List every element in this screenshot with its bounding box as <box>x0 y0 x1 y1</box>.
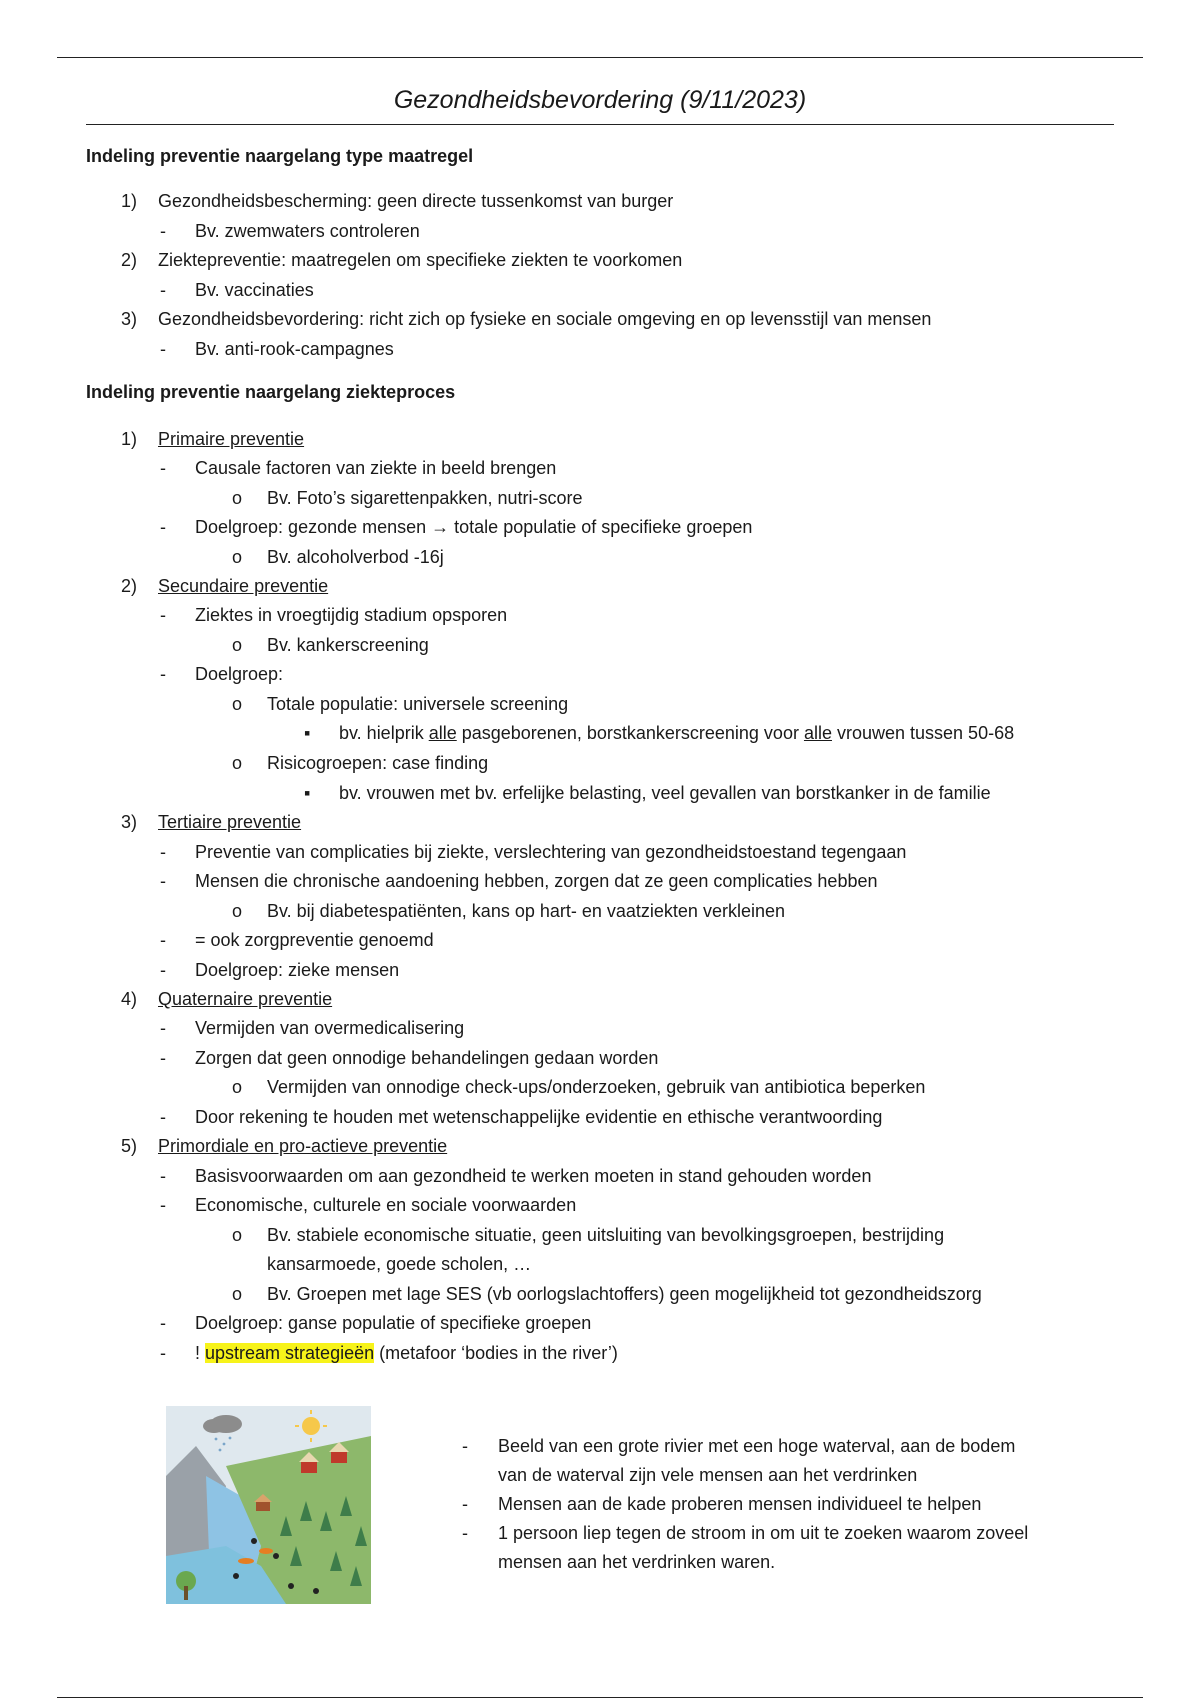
dash-marker: - <box>160 1107 166 1127</box>
list-item: Bv. stabiele economische situatie, geen uitsluiting van bevolkingsgroepen, bestrijding <box>267 1225 945 1245</box>
dash-marker: - <box>160 1166 166 1186</box>
list-item: Zorgen dat geen onnodige behandelingen gedaan worden <box>195 1048 659 1068</box>
dash-marker: - <box>160 517 166 537</box>
dash-marker: - <box>462 1523 468 1543</box>
list-item: Gezondheidsbescherming: geen directe tussenkomst van burger <box>158 191 674 211</box>
section2-heading: Indeling preventie naargelang ziekteproces <box>86 382 456 402</box>
list-item-example: Bv. vaccinaties <box>195 280 314 300</box>
circle-marker: o <box>232 1225 243 1245</box>
list-item: Doelgroep: ganse populatie of specifieke groepen <box>195 1313 592 1333</box>
dash-marker: - <box>160 1343 166 1363</box>
list-item-continuation: kansarmoede, goede scholen, … <box>267 1254 532 1274</box>
bottom-rule <box>57 1697 1143 1698</box>
list-item: = ook zorgpreventie genoemd <box>195 930 434 950</box>
list-number: 4) <box>121 989 138 1009</box>
list-number: 1) <box>121 429 138 449</box>
section1-heading: Indeling preventie naargelang type maatregel <box>86 146 474 166</box>
list-number: 5) <box>121 1136 138 1156</box>
list-item: Door rekening te houden met wetenschappelijke evidentie en ethische verantwoording <box>195 1107 883 1127</box>
list-item-example: Bv. zwemwaters controleren <box>195 221 420 241</box>
list-item: Doelgroep: gezonde mensen → totale populatie of specifieke groepen <box>195 517 753 537</box>
circle-marker: o <box>232 488 243 508</box>
circle-marker: o <box>232 1077 243 1097</box>
list-item-example: Bv. anti-rook-campagnes <box>195 339 394 359</box>
list-item: Vermijden van onnodige check-ups/onderzoeken, gebruik van antibiotica beperken <box>267 1077 926 1097</box>
list-item <box>339 722 1014 744</box>
list-item: Basisvoorwaarden om aan gezondheid te werken moeten in stand gehouden worden <box>195 1166 872 1186</box>
highlighted-text: upstream strategieën <box>205 1343 375 1363</box>
circle-marker: o <box>232 694 243 714</box>
primordial-title: Primordiale en pro-actieve preventie <box>158 1136 448 1156</box>
dash-marker: - <box>160 280 166 300</box>
title-underline <box>86 124 1114 125</box>
top-rule <box>57 57 1143 58</box>
list-item: Bv. alcoholverbod -16j <box>267 547 444 567</box>
list-number: 2) <box>121 250 138 270</box>
list-number: 2) <box>121 576 138 596</box>
dash-marker: - <box>160 458 166 478</box>
river-text: Beeld van een grote rivier met een hoge waterval, aan de bodem <box>498 1436 1016 1456</box>
list-item: Totale populatie: universele screening <box>267 694 569 714</box>
quaternary-title: Quaternaire preventie <box>158 989 333 1009</box>
list-item: Bv. Groepen met lage SES (vb oorlogslachtoffers) geen mogelijkheid tot gezondheidszorg <box>267 1284 982 1304</box>
list-item: Gezondheidsbevordering: richt zich op fysieke en sociale omgeving en op levensstijl van mensen <box>158 309 932 329</box>
list-number: 3) <box>121 309 138 329</box>
dash-marker: - <box>160 605 166 625</box>
square-marker: ▪ <box>304 783 311 803</box>
dash-marker: - <box>160 1018 166 1038</box>
river-text: 1 persoon liep tegen de stroom in om uit te zoeken waarom zoveel <box>498 1523 1029 1543</box>
circle-marker: o <box>232 901 243 921</box>
dash-marker: - <box>462 1494 468 1514</box>
text-segment: bv. hielprik <box>339 723 429 743</box>
list-item: Bv. Foto’s sigarettenpakken, nutri-score <box>267 488 583 508</box>
list-item: Risicogroepen: case finding <box>267 753 489 773</box>
text-segment: pasgeborenen, borstkankerscreening voor <box>456 723 804 743</box>
river-text: mensen aan het verdrinken waren. <box>498 1552 776 1572</box>
list-number: 1) <box>121 191 138 211</box>
river-illustration <box>166 1406 371 1604</box>
river-text: Mensen aan de kade proberen mensen individueel te helpen <box>498 1494 982 1514</box>
square-marker: ▪ <box>304 723 311 743</box>
dash-marker: - <box>160 871 166 891</box>
text-segment: ! <box>195 1343 206 1363</box>
circle-marker: o <box>232 1284 243 1304</box>
dash-marker: - <box>160 221 166 241</box>
list-number: 3) <box>121 812 138 832</box>
list-item: Doelgroep: <box>195 664 284 684</box>
list-item: Causale factoren van ziekte in beeld brengen <box>195 458 557 478</box>
dash-marker: - <box>160 960 166 980</box>
dash-marker: - <box>160 664 166 684</box>
river-text: van de waterval zijn vele mensen aan het verdrinken <box>498 1465 918 1485</box>
primary-title: Primaire preventie <box>158 429 305 449</box>
list-item: Ziektes in vroegtijdig stadium opsporen <box>195 605 508 625</box>
list-item: Doelgroep: zieke mensen <box>195 960 400 980</box>
list-item: Preventie van complicaties bij ziekte, verslechtering van gezondheidstoestand tegengaan <box>195 842 907 862</box>
dash-marker: - <box>160 930 166 950</box>
list-item: Mensen die chronische aandoening hebben, zorgen dat ze geen complicaties hebben <box>195 871 878 891</box>
page-title: Gezondheidsbevordering (9/11/2023) <box>393 86 807 114</box>
list-item: Vermijden van overmedicalisering <box>195 1018 465 1038</box>
list-item: Bv. bij diabetespatiënten, kans op hart- en vaatziekten verkleinen <box>267 901 785 921</box>
list-item: bv. vrouwen met bv. erfelijke belasting, veel gevallen van borstkanker in de familie <box>339 783 991 803</box>
circle-marker: o <box>232 635 243 655</box>
secondary-title: Secundaire preventie <box>158 576 329 596</box>
list-item: Economische, culturele en sociale voorwaarden <box>195 1195 577 1215</box>
list-item: Ziektepreventie: maatregelen om specifieke ziekten te voorkomen <box>158 250 683 270</box>
dash-marker: - <box>160 339 166 359</box>
dash-marker: - <box>160 1048 166 1068</box>
dash-marker: - <box>160 842 166 862</box>
list-item: Bv. kankerscreening <box>267 635 429 655</box>
dash-marker: - <box>462 1436 468 1456</box>
list-item <box>195 1342 618 1364</box>
dash-marker: - <box>160 1313 166 1333</box>
circle-marker: o <box>232 753 243 773</box>
text-segment: (metafoor ‘bodies in the river’) <box>374 1343 618 1363</box>
tertiary-title: Tertiaire preventie <box>158 812 302 832</box>
circle-marker: o <box>232 547 243 567</box>
dash-marker: - <box>160 1195 166 1215</box>
text-segment: alle <box>428 723 457 743</box>
text-segment: alle <box>803 723 832 743</box>
text-segment: vrouwen tussen 50-68 <box>831 723 1015 743</box>
